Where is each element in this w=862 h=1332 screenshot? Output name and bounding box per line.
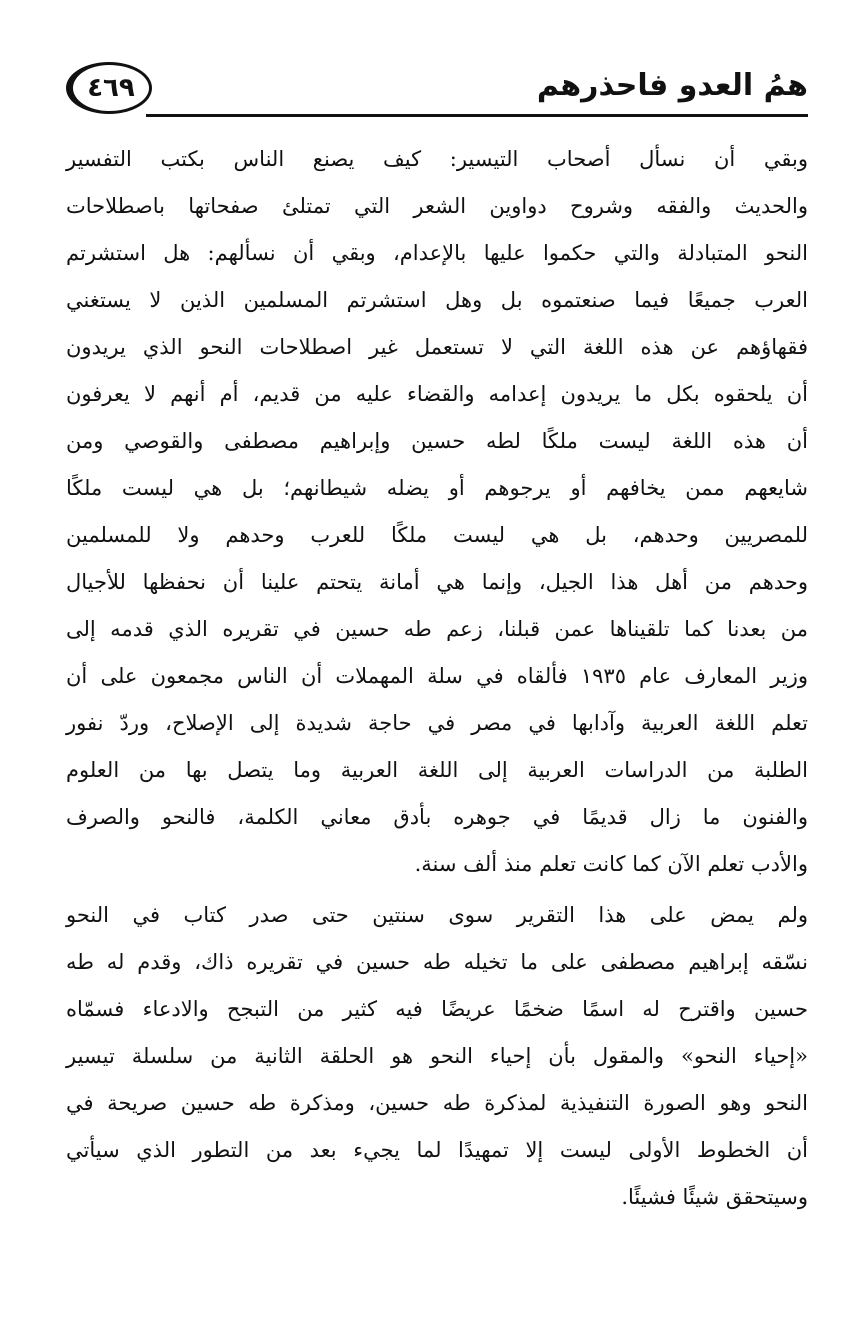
text-line: الطلبة من الدراسات العربية إلى اللغة العربية وما يتصل بها من العلوم [66,758,808,782]
page-header [66,62,808,124]
text-line: شايعهم ممن يخافهم أو يرجوهم أو يضله شيطانهم؛ بل هي ليست ملكًا [66,476,808,500]
text-line: النحو وهو الصورة التنفيذية لمذكرة طه حسين، ومذكرة طه حسين صريحة في [66,1091,808,1115]
text-line: أن الخطوط الأولى ليست إلا تمهيدًا لما يجيء بعد من التطور الذي سيأتي [66,1138,808,1162]
text-line: فقهاؤهم عن هذه اللغة التي لا تستعمل غير اصطلاحات النحو الذي يريدون [66,335,808,359]
text-line: وحدهم من أهل هذا الجيل، وإنما هي أمانة يتحتم علينا أن نحفظها للأجيال [66,570,808,594]
text-line: أن هذه اللغة ليست ملكًا لطه حسين وإبراهيم مصطفى والقوصي ومن [66,429,808,453]
text-line: وسيتحقق شيئًا فشيئًا. [621,1185,808,1209]
text-line: من بعدنا كما تلقيناها عمن قبلنا، زعم طه حسين في تقريره الذي قدمه إلى [66,617,808,641]
text-line: للمصريين وحدهم، بل هي ليست ملكًا للعرب وحدهم ولا للمسلمين [66,523,808,547]
text-line: وزير المعارف عام ١٩٣٥ فألقاه في سلة المهملات أن الناس مجمعون على أن [66,664,809,688]
text-line: تعلم اللغة العربية وآدابها في مصر في حاجة شديدة إلى الإصلاح، وردّ نفور [66,711,808,735]
body-text [66,136,808,1221]
text-line: والأدب تعلم الآن كما كانت تعلم منذ ألف سنة. [414,852,808,876]
text-line: العرب جميعًا فيما صنعتموه بل وهل استشرتم المسلمين الذين لا يستغني [66,288,808,312]
text-line: ولم يمض على هذا التقرير سوى سنتين حتى صدر كتاب في النحو [66,903,808,927]
text-line: أن يلحقوه بكل ما يريدون إعدامه والقضاء عليه من قديم، أم أنهم لا يعرفون [66,382,808,406]
header-rule [146,114,808,117]
page-number: ٤٦٩ [87,73,135,103]
paragraph-1 [66,136,808,888]
page-number-frame [66,62,152,114]
text-line: والفنون ما زال قديمًا في جوهره بأدق معاني الكلمة، فالنحو والصرف [66,805,808,829]
text-line: نسّقه إبراهيم مصطفى على ما تخيله طه حسين في تقريره ذاك، وقدم له طه [66,950,808,974]
text-line: والحديث والفقه وشروح دواوين الشعر التي تمتلئ صفحاتها باصطلاحات [66,194,808,218]
text-line: وبقي أن نسأل أصحاب التيسير: كيف يصنع الناس بكتب التفسير [66,147,808,171]
text-line: «إحياء النحو» والمقول بأن إحياء النحو هو الحلقة الثانية من سلسلة تيسير [66,1044,808,1068]
running-title: همُ العدو فاحذرهم [536,68,808,103]
paragraph-2 [66,892,808,1221]
text-line: النحو المتبادلة والتي حكموا عليها بالإعدام، وبقي أن نسألهم: هل استشرتم [66,241,808,265]
text-line: حسين واقترح له اسمًا ضخمًا عريضًا فيه كثير من التبجح والادعاء فسمّاه [66,997,808,1021]
